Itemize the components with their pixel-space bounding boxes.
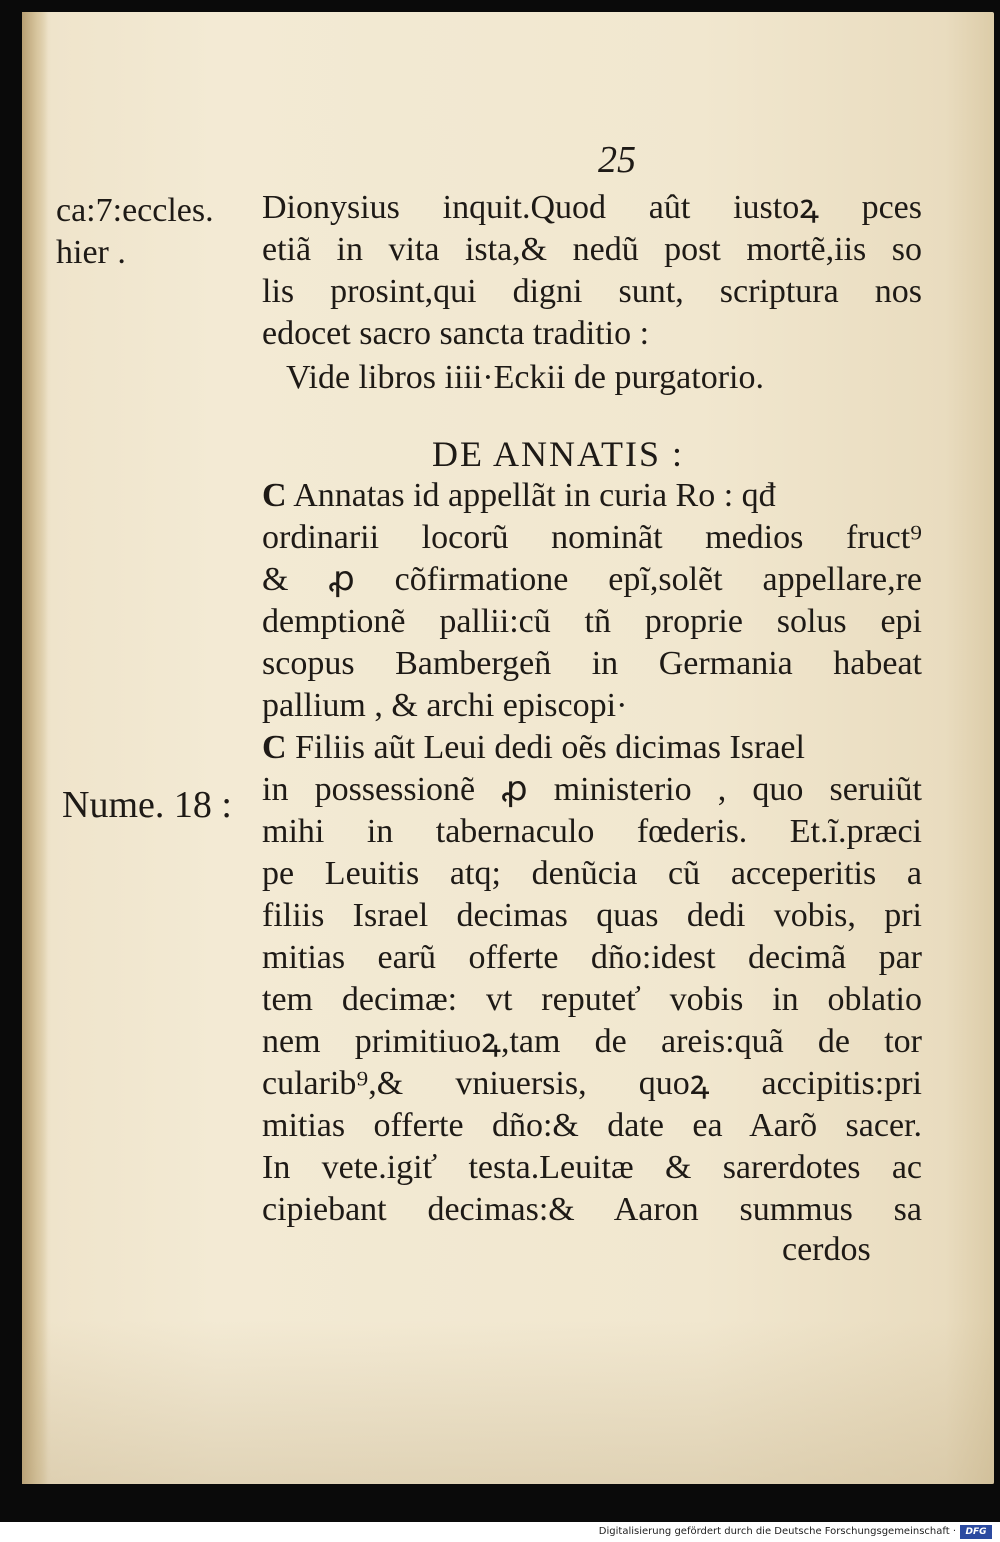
digitization-footer — [0, 1522, 1000, 1542]
text-line: edocet sacro sancta traditio : — [262, 315, 650, 352]
text-line: mitias offerte dño:& date ea Aarõ sacer. — [262, 1107, 922, 1144]
catchword: cerdos — [782, 1231, 871, 1268]
pilcrow-mark: C — [262, 477, 287, 514]
dfg-logo: DFG — [960, 1525, 992, 1539]
margin-note-reference: hier . — [56, 234, 126, 271]
margin-note-reference: Nume. 18 : — [62, 784, 232, 826]
text-line-content: Filiis aũt Leui dedi oẽs dicimas Israel — [295, 729, 805, 766]
text-line: & ꝓ cõfirmatione epĩ,solẽt appellare,re — [262, 561, 922, 598]
text-line: cularib⁹,& vniuersis, quoꝝ accipitis:pri — [262, 1065, 922, 1102]
text-line: mitias earũ offerte dño:idest decimã par — [262, 939, 922, 976]
text-line: mihi in tabernaculo fœderis. Et.ĩ.præci — [262, 813, 922, 850]
text-line: etiã in vita ista,& nedũ post mortẽ,iis so — [262, 231, 922, 268]
page-number: 25 — [598, 139, 636, 181]
text-line: pallium , & archi episcopi· — [262, 687, 628, 724]
text-line: lis prosint,qui digni sunt, scriptura nos — [262, 273, 922, 310]
margin-note-reference: ca:7:eccles. — [56, 192, 214, 229]
text-line: in possessionẽ ꝓ ministerio , quo seruiũt — [262, 771, 922, 808]
funding-credit: Digitalisierung gefördert durch die Deutsche Forschungsgemeinschaft · — [598, 1526, 956, 1537]
pilcrow-mark: C — [262, 729, 287, 766]
text-line — [262, 728, 922, 768]
text-line: In vete.igiť testa.Leuitæ & sarerdotes ac — [262, 1149, 922, 1186]
text-line: tem decimæ: vt reputeť vobis in oblatio — [262, 981, 922, 1018]
text-line: nem primitiuoꝝ,tam de areis:quã de tor — [262, 1023, 922, 1060]
text-line — [262, 476, 922, 516]
page-stain — [22, 1320, 994, 1484]
text-line: scopus Bambergeñ in Germania habeat — [262, 645, 922, 682]
text-line: cipiebant decimas:& Aaron summus sa — [262, 1191, 922, 1228]
section-heading: DE ANNATIS : — [432, 434, 685, 474]
text-line: Vide libros iiii·Eckii de purgatorio. — [286, 359, 764, 396]
text-line: Dionysius inquit.Quod aût iustoꝝ pces — [262, 189, 922, 226]
text-line: demptionẽ pallii:cũ tñ proprie solus epi — [262, 603, 922, 640]
text-line: filiis Israel decimas quas dedi vobis, pri — [262, 897, 922, 934]
text-line-content: Annatas id appellãt in curia Ro : qđ — [293, 477, 776, 514]
text-line: ordinarii locorũ nominãt medios fruct⁹ — [262, 519, 922, 556]
page-gutter-edge — [22, 12, 48, 1484]
text-line: pe Leuitis atq; denũcia cũ acceperitis a — [262, 855, 922, 892]
